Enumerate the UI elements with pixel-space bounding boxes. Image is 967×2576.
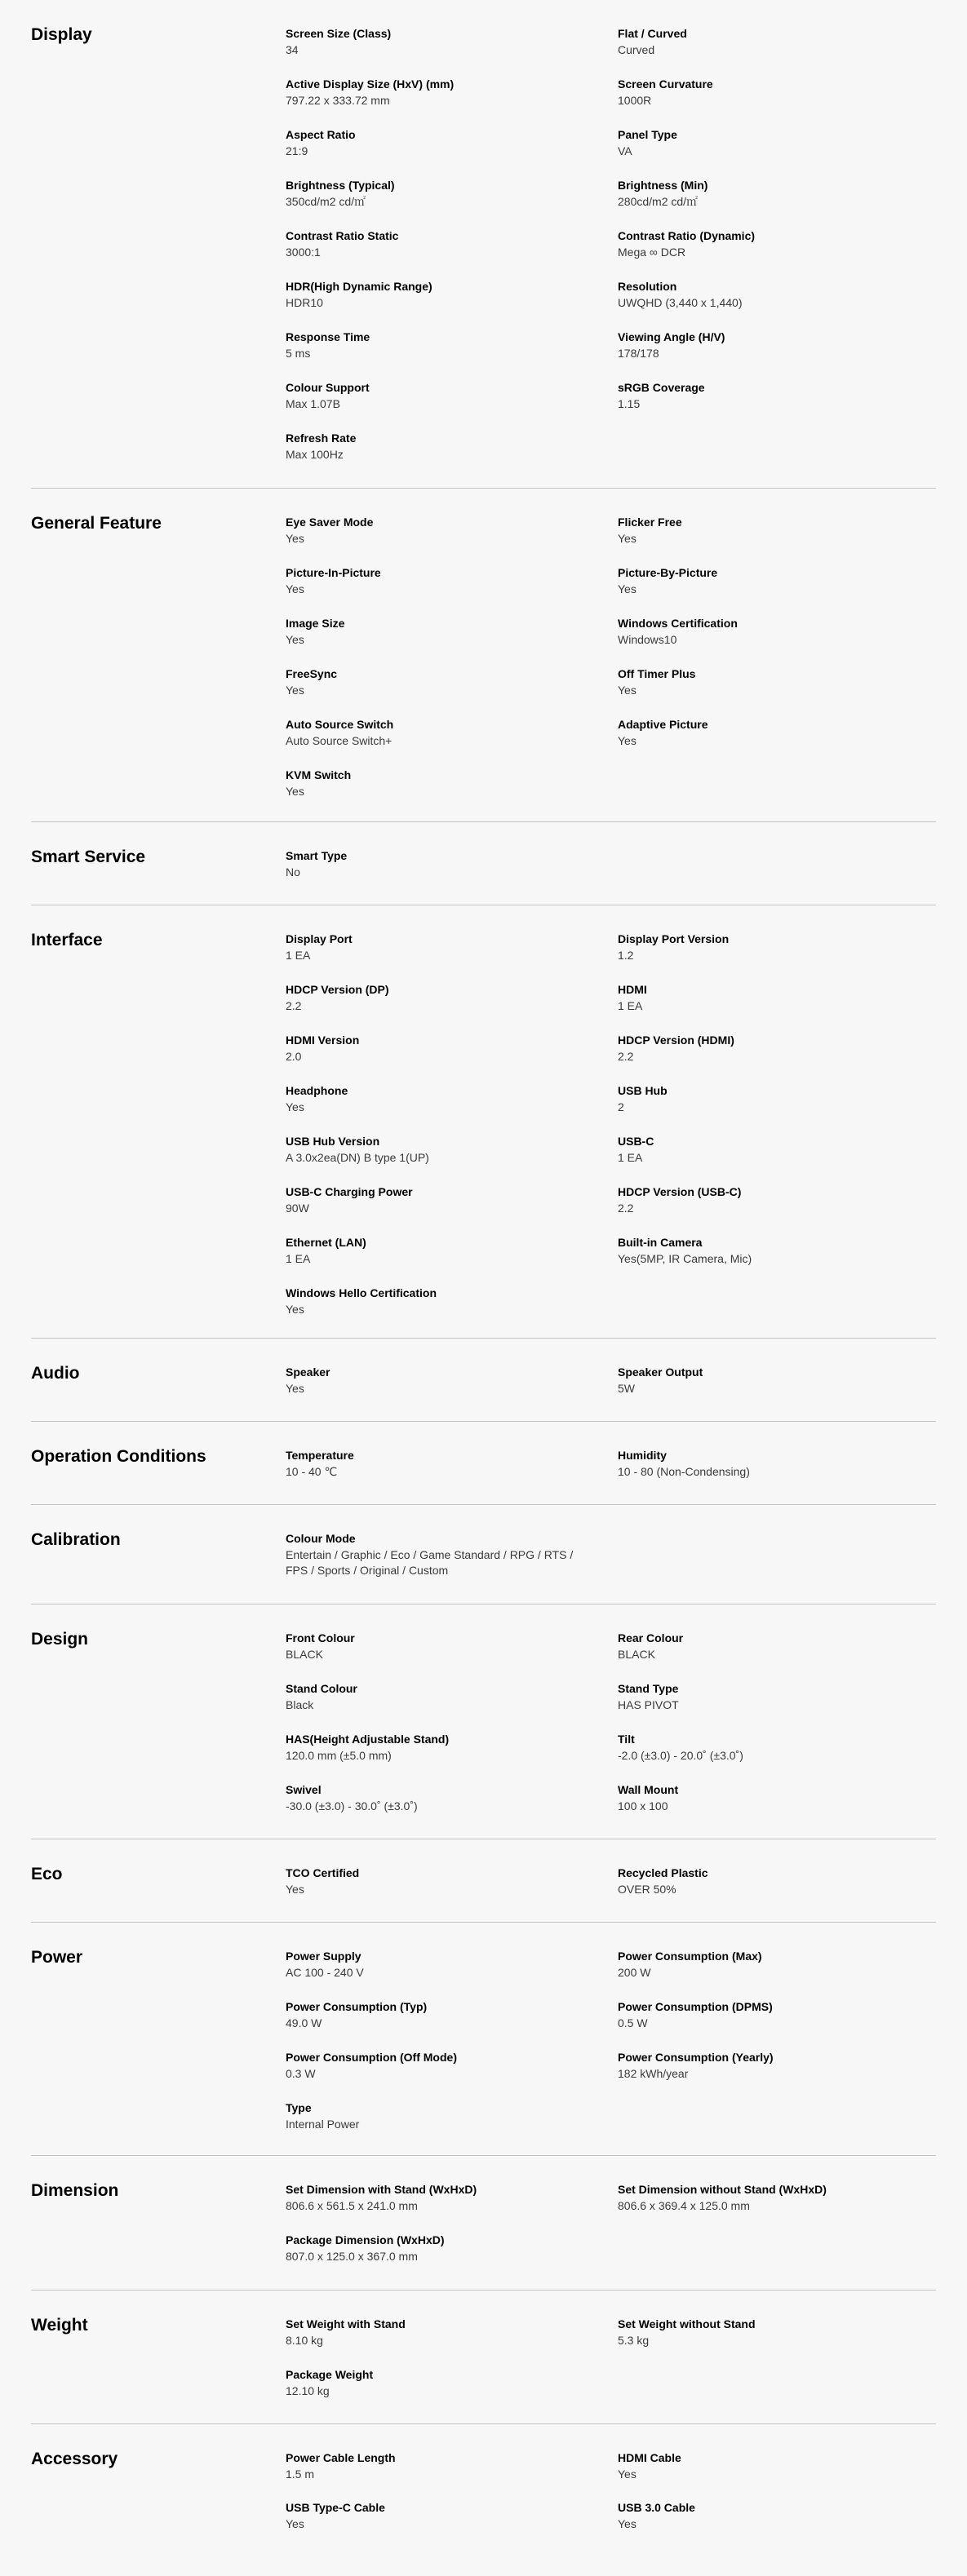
spec-item (286, 2365, 618, 2415)
spec-grid (286, 512, 936, 821)
spec-item (618, 226, 936, 277)
spec-label: Power Cable Length (286, 2451, 396, 2464)
spec-value: 2.2 (618, 1202, 634, 1215)
section-title: Design (31, 1630, 89, 1649)
spec-label: Screen Curvature (618, 77, 713, 91)
spec-item (618, 2448, 936, 2498)
spec-item (286, 1863, 618, 1914)
spec-value: Yes (286, 684, 304, 697)
spec-label: Panel Type (618, 128, 677, 141)
section-title: Eco (31, 1865, 63, 1883)
spec-item (286, 846, 618, 896)
spec-value: 2 (618, 1100, 624, 1113)
spec-item (618, 1445, 936, 1496)
spec-value: No (286, 865, 300, 879)
spec-value: Entertain / Graphic / Eco / Game Standard / RPG / RTS / FPS / Sports / Original / Custom (286, 1548, 574, 1577)
spec-label: Display Port Version (618, 932, 730, 945)
spec-value: 350cd/m2 cd/㎡ (286, 195, 366, 208)
spec-item (286, 980, 618, 1030)
spec-value: -2.0 (±3.0) - 20.0˚ (±3.0˚) (618, 1749, 743, 1762)
spec-value: Yes (618, 532, 637, 545)
spec-item (286, 2098, 618, 2149)
spec-value: A 3.0x2ea(DN) B type 1(UP) (286, 1151, 429, 1164)
spec-value: 0.3 W (286, 2067, 316, 2080)
spec-value: VA (618, 144, 632, 157)
spec-grid (286, 1529, 936, 1604)
spec-item (618, 1863, 936, 1914)
spec-section-general-feature (31, 489, 936, 822)
spec-item (618, 2498, 936, 2547)
spec-value: 182 kWh/year (618, 2067, 689, 2080)
spec-value: 2.2 (286, 999, 302, 1012)
spec-value: 807.0 x 125.0 x 367.0 mm (286, 2250, 418, 2263)
spec-item (286, 2498, 618, 2547)
section-title: Smart Service (31, 848, 146, 866)
spec-item (286, 24, 618, 74)
spec-grid (286, 1445, 936, 1504)
spec-item (618, 929, 936, 980)
spec-value: 806.6 x 561.5 x 241.0 mm (286, 2199, 418, 2212)
spec-label: USB Hub (618, 1084, 668, 1097)
spec-item (618, 175, 936, 226)
spec-value: 10 - 80 (Non-Condensing) (618, 1465, 750, 1478)
spec-grid (286, 2180, 936, 2290)
spec-item (618, 2314, 936, 2365)
spec-item (286, 277, 618, 327)
spec-label: Tilt (618, 1733, 635, 1746)
spec-item (618, 563, 936, 613)
spec-label: Image Size (286, 617, 345, 630)
spec-grid (286, 1863, 936, 1922)
spec-value: Black (286, 1698, 314, 1711)
spec-label: USB 3.0 Cable (618, 2501, 695, 2514)
spec-value: Yes (286, 2517, 304, 2530)
spec-label: Off Timer Plus (618, 667, 696, 680)
spec-label: Built-in Camera (618, 1236, 703, 1249)
spec-value: 21:9 (286, 144, 308, 157)
section-title: Dimension (31, 2181, 119, 2200)
spec-label: Contrast Ratio Static (286, 229, 399, 242)
spec-item (618, 125, 936, 175)
spec-section-power (31, 1923, 936, 2156)
spec-value: Mega ∞ DCR (618, 246, 686, 259)
spec-item (286, 1030, 618, 1081)
spec-value: BLACK (286, 1648, 323, 1661)
spec-value: 49.0 W (286, 2016, 322, 2029)
spec-label: HAS(Height Adjustable Stand) (286, 1733, 450, 1746)
spec-value: Yes (286, 1100, 304, 1113)
spec-item (618, 277, 936, 327)
spec-item (618, 1233, 936, 1283)
spec-item (286, 1529, 618, 1579)
spec-value: 2.0 (286, 1050, 302, 1063)
spec-label: Screen Size (Class) (286, 27, 392, 40)
spec-label: Swivel (286, 1783, 322, 1796)
spec-value: 12.10 kg (286, 2384, 330, 2397)
spec-item (618, 1362, 936, 1413)
spec-item (618, 1679, 936, 1729)
spec-item (286, 1445, 618, 1496)
spec-value: 8.10 kg (286, 2334, 323, 2347)
spec-label: Refresh Rate (286, 432, 357, 445)
spec-item (286, 1780, 618, 1830)
spec-section-weight (31, 2291, 936, 2424)
section-title: Operation Conditions (31, 1447, 206, 1466)
spec-item (618, 613, 936, 664)
spec-grid (286, 24, 936, 488)
spec-item (618, 74, 936, 125)
spec-value: Yes (286, 1303, 304, 1316)
spec-grid (286, 2448, 936, 2556)
spec-value: 280cd/m2 cd/㎡ (618, 195, 699, 208)
spec-label: Response Time (286, 330, 370, 343)
spec-label: Windows Hello Certification (286, 1286, 437, 1299)
spec-item (286, 613, 618, 664)
spec-label: Speaker (286, 1365, 330, 1379)
spec-item (286, 1997, 618, 2047)
spec-item (286, 1628, 618, 1679)
spec-label: HDMI Cable (618, 2451, 681, 2464)
section-title: Interface (31, 931, 103, 949)
spec-value: Yes (286, 532, 304, 545)
spec-item (618, 327, 936, 378)
spec-value: Auto Source Switch+ (286, 734, 393, 747)
spec-label: Humidity (618, 1449, 667, 1462)
spec-value: 100 x 100 (618, 1799, 668, 1812)
spec-label: HDCP Version (USB-C) (618, 1185, 742, 1198)
spec-label: Adaptive Picture (618, 718, 708, 731)
spec-value: 1.5 m (286, 2468, 315, 2481)
spec-label: Set Weight with Stand (286, 2317, 406, 2330)
spec-item (618, 24, 936, 74)
spec-value: 1000R (618, 94, 652, 107)
spec-item (286, 715, 618, 765)
spec-item (286, 2047, 618, 2098)
spec-label: Contrast Ratio (Dynamic) (618, 229, 756, 242)
spec-label: Type (286, 2101, 312, 2114)
spec-label: Stand Colour (286, 1682, 357, 1695)
spec-value: 1 EA (618, 999, 643, 1012)
spec-value: 10 - 40 ℃ (286, 1465, 338, 1478)
spec-item (286, 2314, 618, 2365)
spec-item (286, 428, 618, 479)
spec-label: Brightness (Typical) (286, 179, 395, 192)
spec-value: 5 ms (286, 347, 311, 360)
spec-label: Aspect Ratio (286, 128, 356, 141)
spec-label: Eye Saver Mode (286, 516, 374, 529)
spec-item (286, 1362, 618, 1413)
spec-label: Set Dimension with Stand (WxHxD) (286, 2183, 477, 2196)
spec-item (618, 980, 936, 1030)
spec-item (618, 2047, 936, 2098)
spec-label: Front Colour (286, 1631, 355, 1644)
spec-label: Colour Support (286, 381, 370, 394)
spec-label: Resolution (618, 280, 677, 293)
spec-value: 178/178 (618, 347, 659, 360)
spec-section-operation-conditions (31, 1422, 936, 1505)
spec-value: 1.2 (618, 949, 634, 962)
spec-item (286, 74, 618, 125)
spec-label: Set Weight without Stand (618, 2317, 756, 2330)
spec-item (286, 664, 618, 715)
spec-item (618, 1997, 936, 2047)
spec-value: 34 (286, 43, 299, 56)
spec-item (618, 2180, 936, 2230)
spec-item (618, 1081, 936, 1131)
spec-label: Package Dimension (WxHxD) (286, 2233, 445, 2246)
spec-label: Set Dimension without Stand (WxHxD) (618, 2183, 827, 2196)
spec-value: -30.0 (±3.0) - 30.0˚ (±3.0˚) (286, 1799, 418, 1812)
spec-grid (286, 1628, 936, 1839)
spec-value: Windows10 (618, 633, 677, 646)
spec-label: HDMI Version (286, 1033, 360, 1047)
spec-item (286, 1233, 618, 1283)
spec-label: Flicker Free (618, 516, 682, 529)
spec-item (286, 1679, 618, 1729)
spec-value: 1.15 (618, 397, 641, 410)
spec-label: TCO Certified (286, 1866, 360, 1879)
spec-label: FreeSync (286, 667, 338, 680)
spec-value: 1 EA (286, 949, 311, 962)
spec-label: Brightness (Min) (618, 179, 708, 192)
spec-label: HDCP Version (DP) (286, 983, 389, 996)
spec-item (618, 512, 936, 563)
section-title: Audio (31, 1364, 80, 1383)
spec-value: HDR10 (286, 296, 323, 309)
spec-label: USB Hub Version (286, 1135, 380, 1148)
spec-item (618, 1946, 936, 1997)
spec-item (286, 226, 618, 277)
spec-value: 90W (286, 1202, 309, 1215)
spec-item (618, 1729, 936, 1780)
spec-label: Power Supply (286, 1950, 362, 1963)
spec-item (286, 1131, 618, 1182)
spec-item (286, 765, 618, 816)
spec-value: 5.3 kg (618, 2334, 650, 2347)
spec-item (618, 1628, 936, 1679)
spec-label: Rear Colour (618, 1631, 684, 1644)
spec-item (618, 1030, 936, 1081)
spec-value: Yes (618, 734, 637, 747)
spec-value: Yes (286, 582, 304, 595)
spec-label: USB-C (618, 1135, 654, 1148)
spec-value: Yes (286, 633, 304, 646)
spec-item (286, 1729, 618, 1780)
spec-item (286, 378, 618, 428)
spec-item (286, 1283, 618, 1334)
spec-item (618, 378, 936, 428)
spec-grid (286, 2314, 936, 2423)
spec-value: Yes (618, 582, 637, 595)
spec-item (618, 1780, 936, 1830)
spec-label: Ethernet (LAN) (286, 1236, 366, 1249)
spec-section-display (31, 0, 936, 489)
spec-label: Speaker Output (618, 1365, 703, 1379)
spec-grid (286, 1362, 936, 1421)
spec-section-design (31, 1604, 936, 1839)
spec-label: Headphone (286, 1084, 348, 1097)
spec-grid (286, 929, 936, 1338)
spec-grid (286, 846, 936, 905)
section-title: Weight (31, 2316, 88, 2335)
spec-item (286, 1946, 618, 1997)
spec-label: USB-C Charging Power (286, 1185, 413, 1198)
spec-value: UWQHD (3,440 x 1,440) (618, 296, 743, 309)
spec-label: Active Display Size (HxV) (mm) (286, 77, 455, 91)
spec-item (286, 1081, 618, 1131)
spec-value: 120.0 mm (±5.0 mm) (286, 1749, 392, 1762)
spec-value: Yes (286, 1883, 304, 1896)
spec-label: Power Consumption (Yearly) (618, 2051, 774, 2064)
spec-value: Yes (286, 785, 304, 798)
spec-item (618, 664, 936, 715)
spec-section-calibration (31, 1505, 936, 1604)
spec-item (286, 1182, 618, 1233)
spec-label: Flat / Curved (618, 27, 687, 40)
spec-label: Picture-In-Picture (286, 566, 381, 579)
spec-item (286, 175, 618, 226)
spec-label: Wall Mount (618, 1783, 679, 1796)
spec-item (286, 2230, 618, 2281)
spec-value: 0.5 W (618, 2016, 648, 2029)
spec-item (286, 327, 618, 378)
spec-value: Yes (618, 2468, 637, 2481)
spec-label: Auto Source Switch (286, 718, 394, 731)
spec-item (286, 563, 618, 613)
spec-value: Yes (618, 684, 637, 697)
spec-value: 797.22 x 333.72 mm (286, 94, 390, 107)
spec-value: AC 100 - 240 V (286, 1966, 364, 1979)
spec-label: Windows Certification (618, 617, 738, 630)
spec-label: Power Consumption (Typ) (286, 2000, 428, 2013)
spec-label: Stand Type (618, 1682, 679, 1695)
spec-value: OVER 50% (618, 1883, 676, 1896)
spec-item (286, 2180, 618, 2230)
spec-value: Max 100Hz (286, 448, 344, 461)
spec-item (286, 2448, 618, 2498)
spec-value: Yes (618, 2517, 637, 2530)
spec-value: 806.6 x 369.4 x 125.0 mm (618, 2199, 750, 2212)
spec-label: Smart Type (286, 849, 348, 862)
spec-label: USB Type-C Cable (286, 2501, 385, 2514)
spec-section-audio (31, 1339, 936, 1422)
spec-value: BLACK (618, 1648, 655, 1661)
section-title: Power (31, 1948, 83, 1967)
spec-value: 1 EA (618, 1151, 643, 1164)
spec-value: HAS PIVOT (618, 1698, 679, 1711)
section-title: General Feature (31, 514, 162, 533)
spec-value: Yes(5MP, IR Camera, Mic) (618, 1252, 752, 1265)
spec-value: Internal Power (286, 2118, 360, 2131)
spec-section-dimension (31, 2156, 936, 2291)
spec-section-accessory (31, 2424, 936, 2556)
spec-label: Power Consumption (DPMS) (618, 2000, 773, 2013)
spec-label: Display Port (286, 932, 353, 945)
spec-label: sRGB Coverage (618, 381, 705, 394)
spec-label: HDMI (618, 983, 647, 996)
spec-item (286, 125, 618, 175)
spec-section-eco (31, 1839, 936, 1923)
spec-section-interface (31, 905, 936, 1339)
section-title: Display (31, 25, 92, 44)
spec-item (286, 512, 618, 563)
spec-value: Max 1.07B (286, 397, 340, 410)
spec-value: Yes (286, 1382, 304, 1395)
spec-value: 200 W (618, 1966, 651, 1979)
spec-value: 2.2 (618, 1050, 634, 1063)
spec-value: 3000:1 (286, 246, 321, 259)
spec-label: Picture-By-Picture (618, 566, 718, 579)
spec-label: HDCP Version (HDMI) (618, 1033, 734, 1047)
spec-label: Power Consumption (Off Mode) (286, 2051, 457, 2064)
spec-label: Viewing Angle (H/V) (618, 330, 725, 343)
spec-item (618, 1131, 936, 1182)
spec-label: KVM Switch (286, 768, 352, 781)
spec-label: Power Consumption (Max) (618, 1950, 762, 1963)
spec-value: 5W (618, 1382, 635, 1395)
spec-label: Recycled Plastic (618, 1866, 708, 1879)
spec-section-smart-service (31, 822, 936, 905)
spec-item (286, 929, 618, 980)
spec-value: 1 EA (286, 1252, 311, 1265)
spec-grid (286, 1946, 936, 2155)
spec-item (618, 715, 936, 765)
section-title: Calibration (31, 1530, 121, 1549)
spec-label: Package Weight (286, 2368, 374, 2381)
section-title: Accessory (31, 2450, 118, 2468)
spec-label: Temperature (286, 1449, 354, 1462)
spec-value: Curved (618, 43, 655, 56)
spec-label: HDR(High Dynamic Range) (286, 280, 432, 293)
spec-item (618, 1182, 936, 1233)
spec-label: Colour Mode (286, 1532, 356, 1545)
